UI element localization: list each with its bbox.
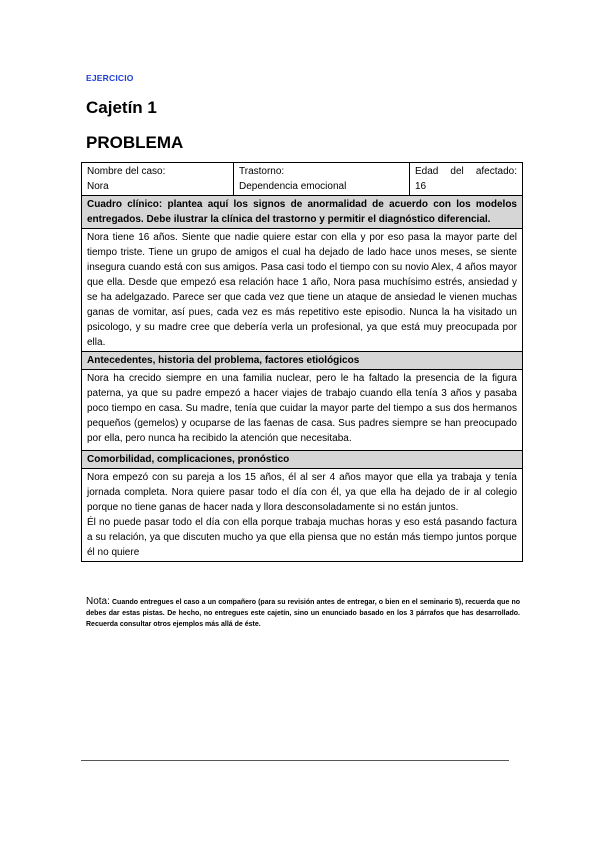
- cuadro-clinico-text: Nora tiene 16 años. Siente que nadie quiere estar con ella y por eso pasa la mayor parte del tiempo triste. Tiene un grupo de amigos el cual ha dejado de lado hace unos meses, se siente insegura cuando está con sus amigos. Pasa casi todo el tiempo con su novio Alex, 4 años mayor que ella. Desde que empezó esa relación hace 1 año, Nora pasa muchísimo estrés, ansiedad y se ha adelgazado. Parece ser que cada vez que tiene un ataque de ansiedad le vienen muchas ganas de vomitar, así pues, cada vez es más repetitivo este episodio. Nunca la ha visitado un psicologo, y su madre cree que debería verla un profesional, ya que está muy preocupada por ella.: [82, 229, 523, 352]
- trastorno-label: Trastorno:: [239, 166, 285, 177]
- antecedentes-heading: Antecedentes, historia del problema, factores etiológicos: [82, 352, 523, 370]
- trastorno-cell: [234, 163, 410, 196]
- nota-text: Cuando entregues el caso a un compañero (para su revisión antes de entregar, o bien en el seminario 5), recuerda que no debes dar estas pistas. De hecho, no entregues este cajetín, sino un enunciado basado en los 3 párrafos que has desarrollado. Recuerda consultar otros ejemplos más allá de éste.: [86, 599, 520, 628]
- cuadro-clinico-heading: Cuadro clínico: plantea aquí los signos de anormalidad de acuerdo con los modelos entregados. Debe ilustrar la clínica del trastorno y permitir el diagnóstico diferencial.: [82, 196, 523, 229]
- exercise-label: EJERCICIO: [86, 73, 134, 83]
- footer-divider: [81, 760, 509, 761]
- nota-block: [86, 596, 520, 630]
- case-info-row: [82, 163, 523, 196]
- comorbilidad-paragraph-1: Nora empezó con su pareja a los 15 años, él al ser 4 años mayor que ella ya trabaja y tenía jornada completa. Nora quiere pasar todo el día con él, ya que ella ha dejado de ir al colegio porque no tiene ganas de hacer nada y llora desconsoladamente si no están juntos.: [87, 472, 517, 513]
- case-table: [81, 162, 523, 562]
- cajetin-title: Cajetín 1: [86, 98, 157, 117]
- antecedentes-text: Nora ha crecido siempre en una familia nuclear, pero le ha faltado la presencia de la figura paterna, ya que su padre empezó a hacer viajes de trabajo cuando ella tenía 3 años y pasaba poco tiempo en casa. Su madre, tenía que cuidar la mayor parte del tiempo a sus dos hermanos pequeños (gemelos) y ocuparse de las faenas de casa. Sus padres siempre se han preocupado por ella, pero nunca ha recibido la atención que necesitaba.: [82, 370, 523, 451]
- nota-label: Nota:: [86, 596, 110, 607]
- comorbilidad-heading: Comorbilidad, complicaciones, pronóstico: [82, 451, 523, 469]
- edad-label: [415, 164, 517, 179]
- edad-label-word-3: afectado:: [475, 166, 517, 177]
- edad-cell: [410, 163, 523, 196]
- comorbilidad-paragraph-2: Él no puede pasar todo el día con ella porque trabaja muchas horas y eso está pasando factura a su relación, ya que discuten mucho ya que ella piensa que no están más tiempo juntos porque él no quiere: [87, 517, 517, 558]
- nombre-label: Nombre del caso:: [87, 166, 166, 177]
- edad-label-word-2: del: [450, 166, 464, 177]
- edad-value: 16: [415, 181, 427, 192]
- nombre-value: Nora: [87, 181, 109, 192]
- problema-heading: PROBLEMA: [86, 133, 184, 152]
- comorbilidad-cell: [82, 469, 523, 562]
- edad-label-word-1: Edad: [415, 166, 439, 177]
- trastorno-value: Dependencia emocional: [239, 181, 347, 192]
- nombre-cell: [82, 163, 234, 196]
